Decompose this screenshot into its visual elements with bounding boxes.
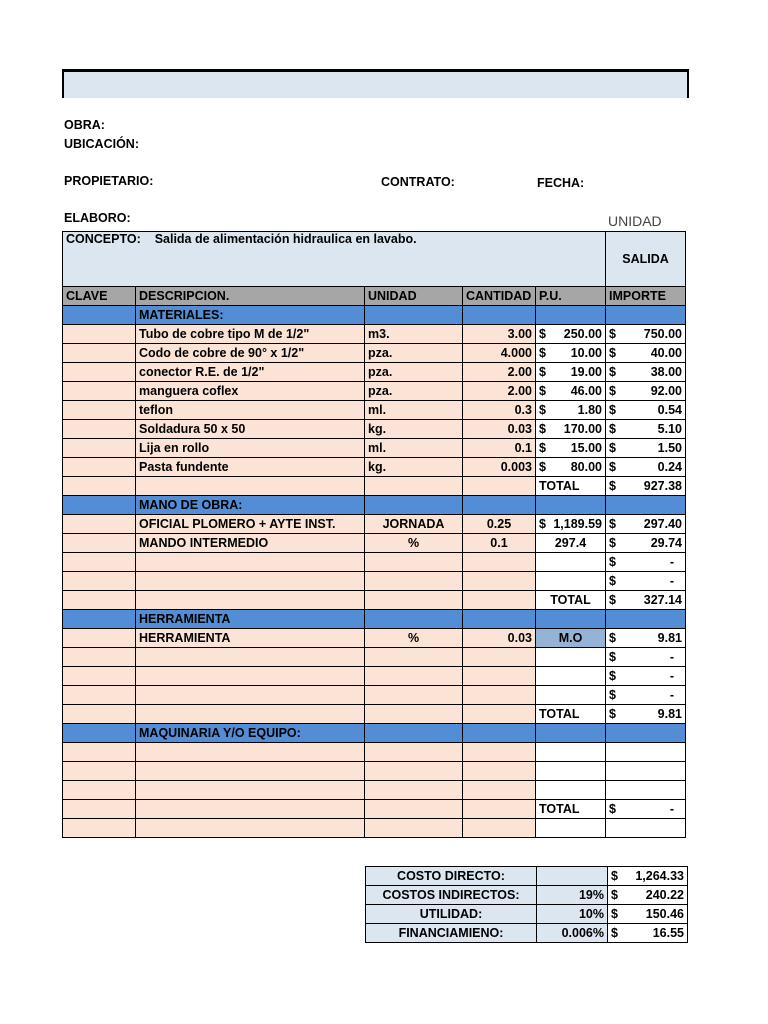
total-label[interactable]: TOTAL (536, 705, 606, 724)
summary-value[interactable] (608, 886, 688, 905)
clave-cell[interactable] (63, 724, 136, 743)
amount-value: 19.00 (570, 365, 602, 379)
empty-cell[interactable] (136, 591, 365, 610)
currency-sign: $ (609, 802, 616, 816)
empty-cell[interactable] (463, 591, 536, 610)
total-row (63, 591, 686, 610)
empty-cell[interactable] (136, 819, 365, 838)
empty-cell[interactable] (536, 610, 606, 629)
empty-cell[interactable] (365, 496, 463, 515)
unidad-label: UNIDAD (608, 213, 662, 229)
empty-cell[interactable] (536, 553, 606, 572)
propietario-label: PROPIETARIO: (64, 174, 154, 188)
empty-cell[interactable] (463, 667, 536, 686)
table-row (63, 344, 686, 363)
currency-sign: $ (609, 327, 616, 341)
amount-cell[interactable] (606, 401, 686, 420)
empty-cell[interactable] (365, 648, 463, 667)
quantity-cell[interactable]: 0.03 (463, 629, 536, 648)
summary-table (365, 866, 688, 943)
empty-cell[interactable] (63, 743, 136, 762)
summary-value[interactable] (608, 924, 688, 943)
amount-cell[interactable] (606, 648, 686, 667)
description-cell[interactable]: OFICIAL PLOMERO + AYTE INST. (136, 515, 365, 534)
currency-sign: $ (611, 888, 618, 902)
empty-cell[interactable] (463, 648, 536, 667)
empty-row (63, 781, 686, 800)
table-row (63, 325, 686, 344)
empty-row (63, 819, 686, 838)
empty-cell[interactable] (365, 591, 463, 610)
empty-cell[interactable] (536, 496, 606, 515)
amount-value: 9.81 (657, 707, 682, 721)
unit-cell[interactable]: % (365, 534, 463, 553)
currency-sign: $ (609, 574, 616, 588)
empty-cell[interactable] (365, 572, 463, 591)
clave-cell[interactable] (63, 610, 136, 629)
total-label[interactable]: TOTAL (536, 800, 606, 819)
empty-cell[interactable] (536, 743, 606, 762)
unit-price-cell[interactable] (536, 401, 606, 420)
col-unidad[interactable]: UNIDAD (365, 287, 463, 306)
amount-value: 38.00 (650, 365, 682, 379)
empty-cell[interactable] (536, 762, 606, 781)
amount-value: 15.00 (570, 441, 602, 455)
currency-sign: $ (611, 926, 618, 940)
empty-cell[interactable] (365, 686, 463, 705)
unit-cell[interactable]: pza. (365, 382, 463, 401)
total-amount[interactable] (606, 591, 686, 610)
column-header-row (63, 287, 686, 306)
empty-cell[interactable] (136, 705, 365, 724)
currency-sign: $ (609, 555, 616, 569)
description-cell[interactable]: conector R.E. de 1/2" (136, 363, 365, 382)
clave-cell[interactable] (63, 382, 136, 401)
section-header-row (63, 610, 686, 629)
col-descripcion[interactable]: DESCRIPCION. (136, 287, 365, 306)
amount-value: 750.00 (643, 327, 682, 341)
contrato-label: CONTRATO: (381, 175, 455, 189)
unit-cell[interactable]: pza. (365, 344, 463, 363)
amount-cell[interactable] (606, 629, 686, 648)
empty-cell[interactable] (606, 306, 686, 325)
currency-sign: $ (609, 631, 616, 645)
currency-sign: $ (609, 403, 616, 417)
table-row (63, 534, 686, 553)
empty-cell[interactable] (463, 819, 536, 838)
table-row (63, 382, 686, 401)
amount-value: 1.50 (657, 441, 682, 455)
obra-label: OBRA: (64, 118, 105, 132)
empty-cell[interactable] (136, 762, 365, 781)
currency-sign: $ (609, 669, 616, 683)
empty-cell[interactable] (63, 553, 136, 572)
currency-sign: $ (609, 593, 616, 607)
empty-cell[interactable] (463, 781, 536, 800)
description-cell[interactable]: MANDO INTERMEDIO (136, 534, 365, 553)
amount-value: 0.54 (657, 403, 682, 417)
amount-value: 150.46 (645, 907, 684, 921)
quantity-cell[interactable]: 3.00 (463, 325, 536, 344)
currency-sign: $ (539, 346, 546, 360)
amount-cell[interactable] (606, 382, 686, 401)
summary-percent[interactable]: 19% (537, 886, 608, 905)
summary-label[interactable]: FINANCIAMIENO: (366, 924, 537, 943)
currency-sign: $ (609, 688, 616, 702)
currency-sign: $ (609, 384, 616, 398)
unit-price-cell[interactable] (536, 325, 606, 344)
empty-cell[interactable] (365, 610, 463, 629)
total-label[interactable]: TOTAL (536, 477, 606, 496)
currency-sign: $ (611, 907, 618, 921)
amount-cell[interactable] (606, 420, 686, 439)
table-row (63, 458, 686, 477)
empty-cell[interactable] (536, 724, 606, 743)
total-row (63, 705, 686, 724)
unit-price-cell[interactable] (536, 515, 606, 534)
unit-cell[interactable]: ml. (365, 401, 463, 420)
empty-cell[interactable] (365, 762, 463, 781)
amount-value: 927.38 (643, 479, 682, 493)
amount-value: 327.14 (643, 593, 682, 607)
total-row (63, 477, 686, 496)
currency-sign: $ (539, 460, 546, 474)
clave-cell[interactable] (63, 629, 136, 648)
amount-value: 29.74 (650, 536, 682, 550)
clave-cell[interactable] (63, 458, 136, 477)
empty-cell[interactable] (63, 705, 136, 724)
unit-price-cell[interactable] (536, 439, 606, 458)
description-cell[interactable]: Tubo de cobre tipo M de 1/2" (136, 325, 365, 344)
dash-value: - (669, 688, 674, 702)
empty-cell[interactable] (136, 648, 365, 667)
empty-cell[interactable] (136, 686, 365, 705)
col-cantidad[interactable]: CANTIDAD (463, 287, 536, 306)
clave-cell[interactable] (63, 439, 136, 458)
currency-sign: $ (609, 707, 616, 721)
amount-value: 1,189.59 (553, 517, 602, 531)
empty-cell[interactable] (536, 667, 606, 686)
empty-cell[interactable] (365, 667, 463, 686)
currency-sign: $ (609, 441, 616, 455)
currency-sign: $ (539, 441, 546, 455)
total-amount[interactable] (606, 477, 686, 496)
amount-cell[interactable] (606, 344, 686, 363)
clave-cell[interactable] (63, 534, 136, 553)
quantity-cell[interactable]: 0.25 (463, 515, 536, 534)
empty-cell[interactable] (63, 781, 136, 800)
unit-price-cell[interactable] (536, 382, 606, 401)
empty-cell[interactable] (63, 762, 136, 781)
currency-sign: $ (611, 869, 618, 883)
empty-cell[interactable] (63, 477, 136, 496)
section-title[interactable]: MATERIALES: (136, 306, 365, 325)
currency-sign: $ (609, 650, 616, 664)
unit-price-cell[interactable] (536, 458, 606, 477)
empty-cell[interactable] (365, 477, 463, 496)
dash-value: - (669, 574, 674, 588)
unit-cell[interactable]: kg. (365, 458, 463, 477)
summary-percent[interactable]: 10% (537, 905, 608, 924)
clave-cell[interactable] (63, 401, 136, 420)
concept-label: CONCEPTO: (66, 232, 141, 246)
empty-cell[interactable] (606, 610, 686, 629)
dash-value: - (669, 669, 674, 683)
summary-value[interactable] (608, 905, 688, 924)
currency-sign: $ (539, 327, 546, 341)
empty-cell[interactable] (136, 553, 365, 572)
amount-cell[interactable] (606, 762, 686, 781)
amount-value: 46.00 (570, 384, 602, 398)
amount-value: 16.55 (652, 926, 684, 940)
unit-price-cell[interactable] (536, 363, 606, 382)
amount-cell[interactable] (606, 819, 686, 838)
empty-cell[interactable] (136, 781, 365, 800)
empty-cell[interactable] (63, 667, 136, 686)
empty-cell[interactable] (536, 686, 606, 705)
section-title[interactable]: HERRAMIENTA (136, 610, 365, 629)
empty-cell[interactable] (365, 306, 463, 325)
amount-value: 297.40 (643, 517, 682, 531)
empty-row (63, 667, 686, 686)
empty-cell[interactable] (463, 306, 536, 325)
section-header-row (63, 724, 686, 743)
empty-cell[interactable] (63, 800, 136, 819)
table-row (63, 439, 686, 458)
currency-sign: $ (609, 517, 616, 531)
empty-cell[interactable] (136, 667, 365, 686)
summary-row (366, 886, 688, 905)
empty-row (63, 743, 686, 762)
quantity-cell[interactable]: 0.1 (463, 534, 536, 553)
empty-row (63, 572, 686, 591)
empty-cell[interactable] (463, 724, 536, 743)
amount-cell[interactable] (606, 686, 686, 705)
empty-cell[interactable] (463, 762, 536, 781)
empty-cell[interactable] (63, 686, 136, 705)
summary-row (366, 905, 688, 924)
description-cell[interactable]: manguera coflex (136, 382, 365, 401)
empty-cell[interactable] (365, 819, 463, 838)
unit-cell[interactable]: ml. (365, 439, 463, 458)
amount-cell[interactable] (606, 534, 686, 553)
dash-value: - (669, 555, 674, 569)
empty-cell[interactable] (463, 496, 536, 515)
empty-cell[interactable] (63, 819, 136, 838)
total-label[interactable]: TOTAL (536, 591, 606, 610)
empty-cell[interactable] (536, 781, 606, 800)
quantity-cell[interactable]: 0.003 (463, 458, 536, 477)
unit-cell[interactable]: JORNADA (365, 515, 463, 534)
table-row (63, 629, 686, 648)
total-amount[interactable] (606, 705, 686, 724)
table-row (63, 515, 686, 534)
empty-cell[interactable] (365, 781, 463, 800)
col-clave[interactable]: CLAVE (63, 287, 136, 306)
table-row (63, 363, 686, 382)
unit-cell[interactable]: kg. (365, 420, 463, 439)
amount-cell[interactable] (606, 515, 686, 534)
currency-sign: $ (539, 517, 546, 531)
empty-cell[interactable] (136, 743, 365, 762)
fecha-label: FECHA: (537, 176, 585, 190)
amount-cell[interactable] (606, 667, 686, 686)
empty-cell[interactable] (136, 800, 365, 819)
clave-cell[interactable] (63, 344, 136, 363)
amount-value: 0.24 (657, 460, 682, 474)
empty-cell[interactable] (463, 572, 536, 591)
empty-cell[interactable] (365, 800, 463, 819)
concept-text: Salida de alimentación hidraulica en lavabo. (154, 232, 417, 246)
amount-value: 40.00 (650, 346, 682, 360)
empty-row (63, 686, 686, 705)
summary-value[interactable] (608, 867, 688, 886)
empty-cell[interactable] (63, 648, 136, 667)
amount-value: 80.00 (570, 460, 602, 474)
elaboro-label: ELABORO: (64, 211, 131, 225)
empty-cell[interactable] (463, 477, 536, 496)
summary-percent[interactable] (537, 867, 608, 886)
dash-value: - (669, 650, 674, 664)
unit-value-cell[interactable]: SALIDA (606, 232, 686, 287)
amount-value: 240.22 (645, 888, 684, 902)
unit-cell[interactable]: pza. (365, 363, 463, 382)
empty-cell[interactable] (365, 705, 463, 724)
amount-cell[interactable] (606, 325, 686, 344)
empty-cell[interactable] (536, 572, 606, 591)
unit-cell[interactable]: % (365, 629, 463, 648)
dash-value: - (669, 802, 674, 816)
currency-sign: $ (539, 403, 546, 417)
amount-value: 10.00 (570, 346, 602, 360)
quantity-cell[interactable]: 2.00 (463, 382, 536, 401)
quantity-cell[interactable]: 0.03 (463, 420, 536, 439)
clave-cell[interactable] (63, 363, 136, 382)
empty-row (63, 762, 686, 781)
table-row (63, 401, 686, 420)
amount-cell[interactable] (606, 363, 686, 382)
amount-cell[interactable] (606, 439, 686, 458)
summary-label[interactable]: COSTO DIRECTO: (366, 867, 537, 886)
description-cell[interactable]: HERRAMIENTA (136, 629, 365, 648)
currency-sign: $ (609, 422, 616, 436)
amount-cell[interactable] (606, 458, 686, 477)
empty-cell[interactable] (463, 800, 536, 819)
amount-value: 250.00 (563, 327, 602, 341)
empty-cell[interactable] (136, 572, 365, 591)
quantity-cell[interactable]: 2.00 (463, 363, 536, 382)
summary-row (366, 867, 688, 886)
description-cell[interactable]: Codo de cobre de 90° x 1/2" (136, 344, 365, 363)
clave-cell[interactable] (63, 325, 136, 344)
currency-sign: $ (609, 460, 616, 474)
empty-cell[interactable] (365, 743, 463, 762)
description-cell[interactable]: Soldadura 50 x 50 (136, 420, 365, 439)
currency-sign: $ (609, 536, 616, 550)
amount-cell[interactable] (606, 781, 686, 800)
amount-value: 1,264.33 (635, 869, 684, 883)
amount-cell[interactable] (606, 572, 686, 591)
empty-cell[interactable] (463, 743, 536, 762)
empty-cell[interactable] (365, 724, 463, 743)
empty-cell[interactable] (365, 553, 463, 572)
total-row (63, 800, 686, 819)
concept-cell[interactable] (63, 232, 606, 287)
empty-cell[interactable] (463, 705, 536, 724)
total-amount[interactable] (606, 800, 686, 819)
amount-value: 170.00 (563, 422, 602, 436)
cost-table (62, 231, 686, 838)
unit-price-cell[interactable]: M.O (536, 629, 606, 648)
description-cell[interactable]: Pasta fundente (136, 458, 365, 477)
description-cell[interactable]: Lija en rollo (136, 439, 365, 458)
description-cell[interactable]: teflon (136, 401, 365, 420)
amount-value: 92.00 (650, 384, 682, 398)
empty-cell[interactable] (63, 591, 136, 610)
currency-sign: $ (539, 365, 546, 379)
summary-percent[interactable]: 0.006% (537, 924, 608, 943)
empty-cell[interactable] (136, 477, 365, 496)
ubicacion-label: UBICACIÓN: (64, 137, 139, 151)
empty-cell[interactable] (536, 648, 606, 667)
empty-cell[interactable] (536, 306, 606, 325)
col-importe[interactable]: IMPORTE (606, 287, 686, 306)
currency-sign: $ (539, 422, 546, 436)
amount-value: 5.10 (657, 422, 682, 436)
currency-sign: $ (609, 346, 616, 360)
empty-cell[interactable] (463, 553, 536, 572)
clave-cell[interactable] (63, 496, 136, 515)
col-pu[interactable]: P.U. (536, 287, 606, 306)
empty-cell[interactable] (606, 724, 686, 743)
empty-cell[interactable] (463, 686, 536, 705)
clave-cell[interactable] (63, 515, 136, 534)
amount-value: 1.80 (577, 403, 602, 417)
amount-cell[interactable] (606, 743, 686, 762)
currency-sign: $ (609, 365, 616, 379)
clave-cell[interactable] (63, 306, 136, 325)
quantity-cell[interactable]: 4.000 (463, 344, 536, 363)
unit-price-cell[interactable] (536, 344, 606, 363)
empty-row (63, 648, 686, 667)
unit-price-cell[interactable] (536, 420, 606, 439)
title-bar[interactable] (62, 69, 689, 98)
amount-value: 9.81 (657, 631, 682, 645)
empty-cell[interactable] (606, 496, 686, 515)
currency-sign: $ (609, 479, 616, 493)
table-row (63, 420, 686, 439)
section-header-row (63, 496, 686, 515)
quantity-cell[interactable]: 0.3 (463, 401, 536, 420)
empty-row (63, 553, 686, 572)
summary-label[interactable]: COSTOS INDIRECTOS: (366, 886, 537, 905)
section-title[interactable]: MANO DE OBRA: (136, 496, 365, 515)
currency-sign: $ (539, 384, 546, 398)
empty-cell[interactable] (63, 572, 136, 591)
unit-price-cell[interactable]: 297.4 (536, 534, 606, 553)
section-title[interactable]: MAQUINARIA Y/O EQUIPO: (136, 724, 365, 743)
unit-cell[interactable]: m3. (365, 325, 463, 344)
summary-row (366, 924, 688, 943)
empty-cell[interactable] (536, 819, 606, 838)
section-header-row (63, 306, 686, 325)
summary-label[interactable]: UTILIDAD: (366, 905, 537, 924)
clave-cell[interactable] (63, 420, 136, 439)
empty-cell[interactable] (463, 610, 536, 629)
quantity-cell[interactable]: 0.1 (463, 439, 536, 458)
amount-cell[interactable] (606, 553, 686, 572)
